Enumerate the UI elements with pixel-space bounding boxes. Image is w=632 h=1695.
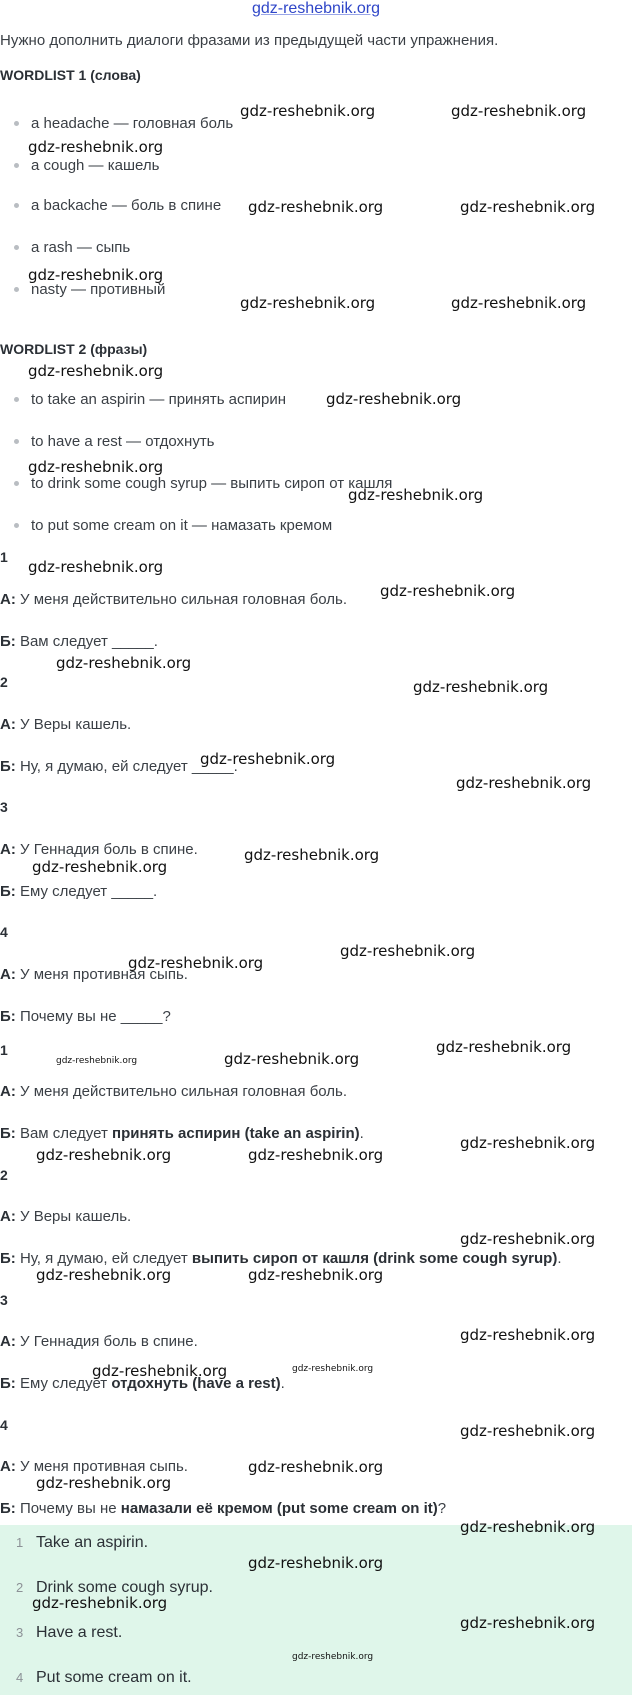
watermark: gdz-reshebnik.org xyxy=(460,1518,596,1536)
wordlist2-item: to take an aspirin — принять аспирин xyxy=(14,391,286,408)
watermark: gdz-reshebnik.org xyxy=(244,846,380,864)
dialog-number: 2 xyxy=(0,674,8,690)
site-header xyxy=(0,0,632,22)
watermark: gdz-reshebnik.org xyxy=(460,1326,596,1344)
watermark: gdz-reshebnik.org xyxy=(460,1614,596,1632)
watermark: gdz-reshebnik.org xyxy=(224,1050,360,1068)
solution-line-b: Б: Ну, я думаю, ей следует выпить сироп от кашля (drink some cough syrup). xyxy=(0,1250,562,1267)
solution-number: 3 xyxy=(0,1292,8,1308)
watermark: gdz-reshebnik.org xyxy=(460,1134,596,1152)
watermark: gdz-reshebnik.org xyxy=(36,1146,172,1164)
wordlist1-item: a cough — кашель xyxy=(14,157,159,174)
wordlist2-item: to have a rest — отдохнуть xyxy=(14,433,215,450)
watermark: gdz-reshebnik.org xyxy=(460,1230,596,1248)
solution-line-a: А: У Веры кашель. xyxy=(0,1208,132,1225)
bullet-icon xyxy=(14,481,19,486)
watermark: gdz-reshebnik.org xyxy=(348,486,484,504)
watermark: gdz-reshebnik.org xyxy=(460,1422,596,1440)
solution-line-b: Б: Почему вы не намазали её кремом (put some cream on it)? xyxy=(0,1500,447,1517)
watermark: gdz-reshebnik.org xyxy=(326,390,462,408)
watermark: gdz-reshebnik.org xyxy=(380,582,516,600)
wordlist1-item: a rash — сыпь xyxy=(14,239,130,256)
dialog-line-b: Б: Ему следует _____. xyxy=(0,883,158,900)
bullet-icon xyxy=(14,523,19,528)
watermark: gdz-reshebnik.org xyxy=(340,942,476,960)
watermark: gdz-reshebnik.org xyxy=(451,102,587,120)
watermark: gdz-reshebnik.org xyxy=(248,1458,384,1476)
watermark: gdz-reshebnik.org xyxy=(56,654,192,672)
watermark: gdz-reshebnik.org xyxy=(248,1146,384,1164)
wordlist2-item: to drink some cough syrup — выпить сироп от кашля xyxy=(14,475,392,492)
watermark: gdz-reshebnik.org xyxy=(28,138,164,156)
watermark: gdz-reshebnik.org xyxy=(413,678,549,696)
answer-item: 1 Take an aspirin. xyxy=(16,1534,149,1551)
watermark: gdz-reshebnik.org xyxy=(28,558,164,576)
wordlist1-item: a backache — боль в спине xyxy=(14,197,221,214)
watermark: gdz-reshebnik.org xyxy=(248,198,384,216)
bullet-icon xyxy=(14,163,19,168)
solution-line-b: Б: Ему следует отдохнуть (have a rest). xyxy=(0,1375,285,1392)
watermark: gdz-reshebnik.org xyxy=(240,102,376,120)
watermark: gdz-reshebnik.org xyxy=(248,1554,384,1572)
watermark: gdz-reshebnik.org xyxy=(36,1266,172,1284)
watermark: gdz-reshebnik.org xyxy=(248,1266,384,1284)
answer-item: 4 Put some cream on it. xyxy=(16,1669,192,1686)
dialog-number: 3 xyxy=(0,799,8,815)
watermark: gdz-reshebnik.org xyxy=(28,458,164,476)
bullet-icon xyxy=(14,245,19,250)
solution-line-b: Б: Вам следует принять аспирин (take an aspirin). xyxy=(0,1125,364,1142)
dialog-line-b: Б: Вам следует _____. xyxy=(0,633,158,650)
solution-number: 2 xyxy=(0,1167,8,1183)
answer-item: 2 Drink some cough syrup. xyxy=(16,1579,213,1596)
solution-line-a: А: У меня противная сыпь. xyxy=(0,1458,188,1475)
watermark: gdz-reshebnik.org xyxy=(460,198,596,216)
watermark: gdz-reshebnik.org xyxy=(36,1474,172,1492)
solution-number: 1 xyxy=(0,1042,8,1058)
bullet-icon xyxy=(14,397,19,402)
watermark: gdz-reshebnik.org xyxy=(451,294,587,312)
watermark: gdz-reshebnik.org xyxy=(92,1362,228,1380)
dialog-line-a: А: У меня противная сыпь. xyxy=(0,966,188,983)
dialog-line-a: А: У Геннадия боль в спине. xyxy=(0,841,198,858)
dialog-line-a: А: У Веры кашель. xyxy=(0,716,132,733)
site-title-link[interactable]: gdz-reshebnik.org xyxy=(251,0,381,17)
watermark: gdz-reshebnik.org xyxy=(128,954,264,972)
bullet-icon xyxy=(14,439,19,444)
dialog-number: 4 xyxy=(0,924,8,940)
dialog-line-b: Б: Ну, я думаю, ей следует _____. xyxy=(0,758,238,775)
watermark: gdz-reshebnik.org xyxy=(456,774,592,792)
watermark: gdz-reshebnik.org xyxy=(240,294,376,312)
wordlist1-item: a headache — головная боль xyxy=(14,115,233,132)
watermark: gdz-reshebnik.org xyxy=(292,1652,374,1662)
watermark: gdz-reshebnik.org xyxy=(28,362,164,380)
watermark: gdz-reshebnik.org xyxy=(32,858,168,876)
watermark: gdz-reshebnik.org xyxy=(436,1038,572,1056)
wordlist1-title: WORDLIST 1 (слова) xyxy=(0,67,141,83)
intro-text: Нужно дополнить диалоги фразами из предыдущей части упражнения. xyxy=(0,32,499,49)
wordlist2-title: WORDLIST 2 (фразы) xyxy=(0,341,148,357)
watermark: gdz-reshebnik.org xyxy=(56,1056,138,1066)
watermark: gdz-reshebnik.org xyxy=(200,750,336,768)
bullet-icon xyxy=(14,121,19,126)
solution-number: 4 xyxy=(0,1417,8,1433)
answer-item: 3 Have a rest. xyxy=(16,1624,123,1641)
solution-line-a: А: У меня действительно сильная головная боль. xyxy=(0,1083,348,1100)
bullet-icon xyxy=(14,203,19,208)
watermark: gdz-reshebnik.org xyxy=(28,266,164,284)
wordlist2-item: to put some cream on it — намазать кремом xyxy=(14,517,332,534)
solution-line-a: А: У Геннадия боль в спине. xyxy=(0,1333,198,1350)
wordlist1-item: nasty — противный xyxy=(14,281,165,298)
dialog-line-b: Б: Почему вы не _____? xyxy=(0,1008,171,1025)
bullet-icon xyxy=(14,287,19,292)
watermark: gdz-reshebnik.org xyxy=(32,1594,168,1612)
watermark: gdz-reshebnik.org xyxy=(292,1364,374,1374)
dialog-line-a: А: У меня действительно сильная головная боль. xyxy=(0,591,348,608)
dialog-number: 1 xyxy=(0,549,8,565)
